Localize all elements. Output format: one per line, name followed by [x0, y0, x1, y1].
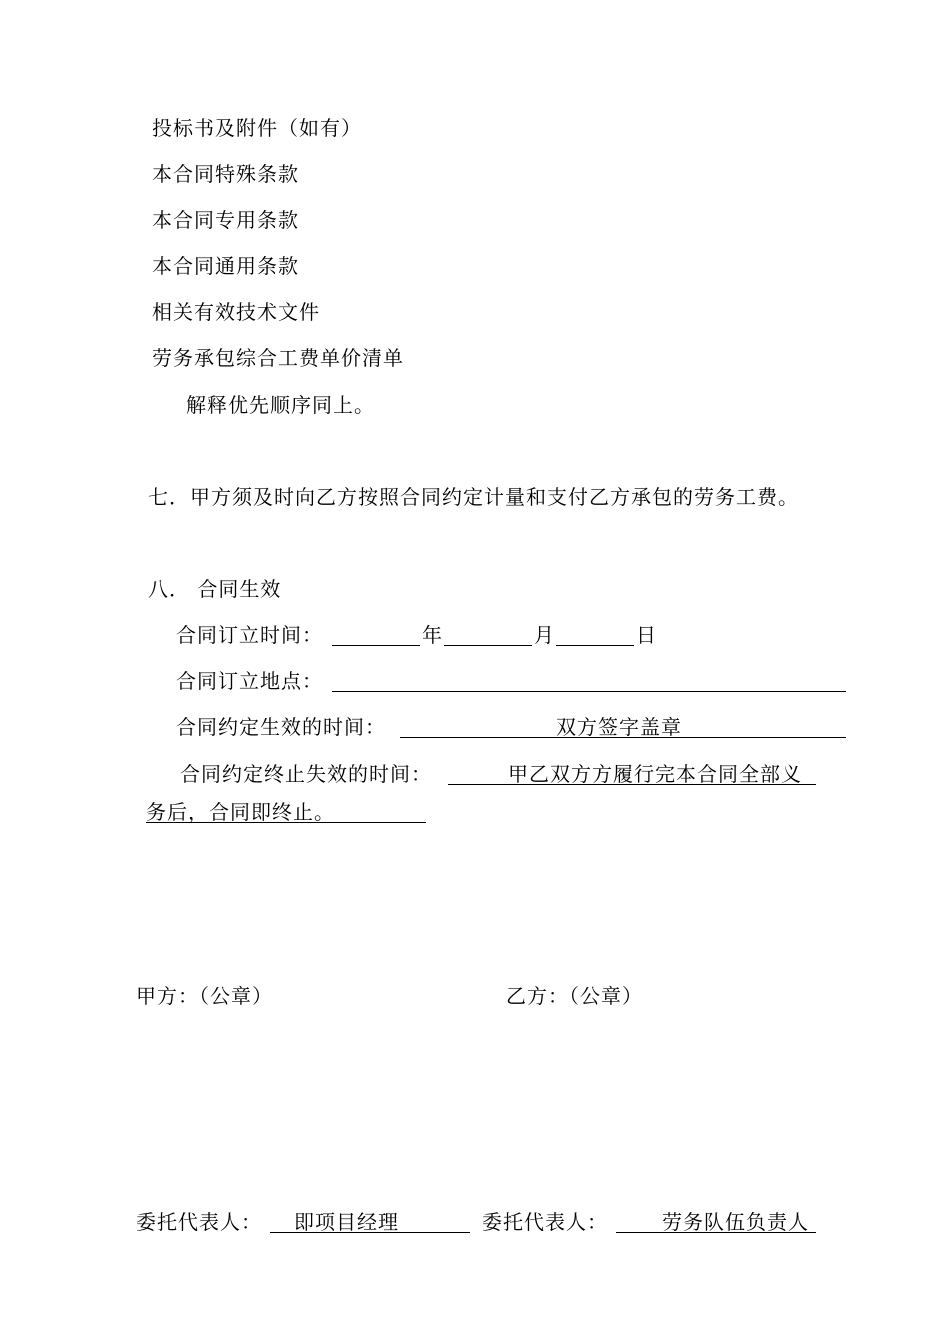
sign-place-label: 合同订立地点： [176, 669, 323, 693]
list-item-special-terms: 本合同特殊条款 [152, 162, 299, 186]
rep-value-b: 劳务队伍负责人 [662, 1210, 809, 1234]
rep-label-a: 委托代表人： [136, 1210, 262, 1234]
year-label: 年 [422, 623, 443, 647]
list-item-general-terms: 本合同通用条款 [152, 254, 299, 278]
termination-value-2: 务后，合同即终止。 [146, 800, 335, 824]
list-item-technical-docs: 相关有效技术文件 [152, 300, 320, 324]
sign-place-blank [332, 691, 846, 692]
list-item-price-list: 劳务承包综合工费单价清单 [152, 346, 404, 370]
year-blank [332, 645, 420, 646]
sign-time-label: 合同订立时间： [176, 623, 323, 647]
rep-value-a: 即项目经理 [294, 1210, 399, 1234]
termination-value-1: 甲乙双方方履行完本合同全部义 [508, 762, 802, 786]
list-item-specific-terms: 本合同专用条款 [152, 208, 299, 232]
party-a-seal: 甲方：（公章） [136, 984, 273, 1008]
day-blank [556, 645, 634, 646]
effective-value: 双方签字盖章 [556, 715, 682, 739]
month-label: 月 [534, 623, 555, 647]
rep-label-b: 委托代表人： [482, 1210, 608, 1234]
month-blank [444, 645, 532, 646]
clause-7: 七．甲方须及时向乙方按照合同约定计量和支付乙方承包的劳务工费。 [148, 485, 799, 509]
termination-label: 合同约定终止失效的时间： [180, 762, 432, 786]
list-item-bid-documents: 投标书及附件（如有） [152, 116, 362, 140]
interpretation-note: 解释优先顺序同上。 [186, 393, 375, 417]
effective-label: 合同约定生效的时间： [176, 715, 386, 739]
clause-8-heading: 八． 合同生效 [148, 577, 282, 601]
day-label: 日 [636, 623, 657, 647]
party-b-seal: 乙方：（公章） [506, 984, 643, 1008]
